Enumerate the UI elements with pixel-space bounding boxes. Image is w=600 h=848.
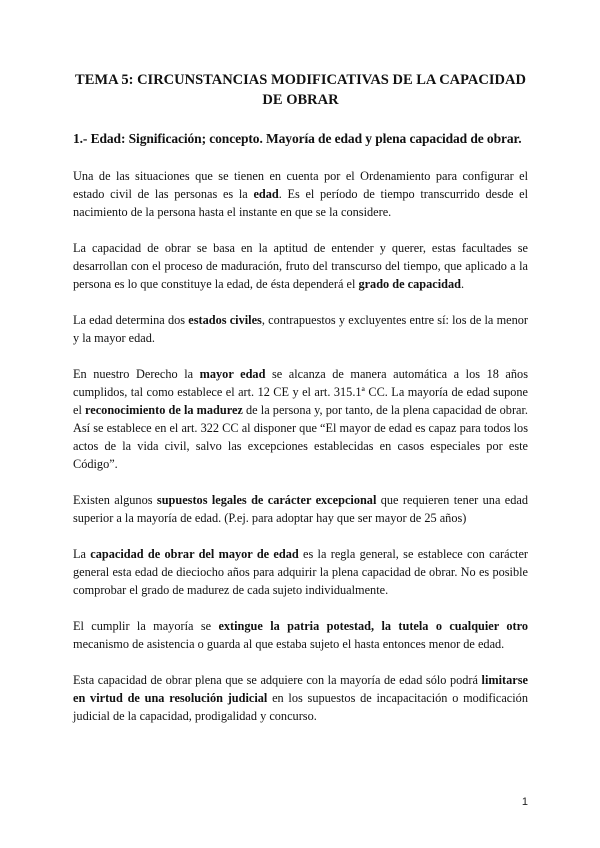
body-text xyxy=(73,167,528,725)
body-paragraph xyxy=(73,671,528,725)
text-run: mecanismo de asistencia o guarda al que estaba sujeto el hasta entonces menor de edad. xyxy=(73,637,505,651)
body-paragraph xyxy=(73,491,528,527)
text-run: Esta capacidad de obrar plena que se adquiere con la mayoría de edad sólo podrá xyxy=(73,673,482,687)
text-run: es la regla general, se establece con carácter general esta edad de dieciocho años para adquirir la plena capacidad de obrar. No es posible comprobar el grado de madurez de cada sujeto individualmente. xyxy=(73,547,529,597)
text-run: Una de las situaciones que se tienen en cuenta por el Ordenamiento para configurar el estado civil de las personas es la xyxy=(73,169,528,201)
text-run: Existen algunos xyxy=(73,493,157,507)
body-paragraph xyxy=(73,617,528,653)
text-run: El cumplir la mayoría se xyxy=(73,619,219,633)
bold-term: reconocimiento de la madurez xyxy=(85,403,243,417)
bold-term: supuestos legales de carácter excepcional xyxy=(156,493,377,507)
text-run: , contrapuestos y excluyentes entre sí: los de la menor y la mayor edad. xyxy=(73,313,528,345)
page-content xyxy=(73,70,528,725)
body-paragraph xyxy=(73,545,528,599)
bold-term: mayor edad xyxy=(199,367,266,381)
bold-term: estados civiles xyxy=(188,313,262,327)
bold-term: edad xyxy=(253,187,279,201)
bold-term: limitarse en virtud de una resolución judicial xyxy=(73,673,528,705)
bold-term: extingue la patria potestad, la tutela o cualquier otro xyxy=(218,619,528,633)
text-run: en los supuestos de incapacitación o modificación judicial de la capacidad, prodigalidad y concurso. xyxy=(73,691,528,723)
text-run: En nuestro Derecho la xyxy=(73,367,200,381)
bold-term: capacidad de obrar del mayor de edad xyxy=(90,547,299,561)
text-run: La capacidad de obrar se basa en la aptitud de entender y querer, estas facultades se desarrollan con el proceso de maduración, fruto del transcurso del tiempo, que aplicado a la persona es lo que constituye la edad, de ésta dependerá el xyxy=(73,241,528,291)
text-run: de la persona y, por tanto, de la plena capacidad de obrar. Así se establece en el art. 322 CC al disponer que “El mayor de edad es capaz para todos los actos de la vida civil, salvo las excepciones establecidas en casos especiales por este Código”. xyxy=(73,403,528,471)
document-title: TEMA 5: CIRCUNSTANCIAS MODIFICATIVAS DE LA CAPACIDAD DE OBRAR xyxy=(75,72,526,108)
text-run: La xyxy=(73,547,91,561)
bold-term: grado de capacidad xyxy=(358,277,461,291)
text-run: se alcanza de manera automática a los 18 años cumplidos, tal como establece el art. 12 CE y el art. 315.1ª CC. La mayoría de edad supone el xyxy=(73,367,528,417)
page-number: 1 xyxy=(521,796,528,808)
body-paragraph xyxy=(73,365,528,473)
body-paragraph xyxy=(73,311,528,347)
text-run: . xyxy=(460,277,465,291)
body-paragraph xyxy=(73,167,528,221)
text-run: . Es el período de tiempo transcurrido desde el nacimiento de la persona hasta el instante en que se la considere. xyxy=(73,187,529,219)
text-run: que requieren tener una edad superior a la mayoría de edad. (P.ej. para adoptar hay que ser mayor de 25 años) xyxy=(73,493,528,525)
section-heading: 1.- Edad: Significación; concepto. Mayoría de edad y plena capacidad de obrar. xyxy=(73,131,522,146)
body-paragraph xyxy=(73,239,528,293)
text-run: La edad determina dos xyxy=(73,313,189,327)
